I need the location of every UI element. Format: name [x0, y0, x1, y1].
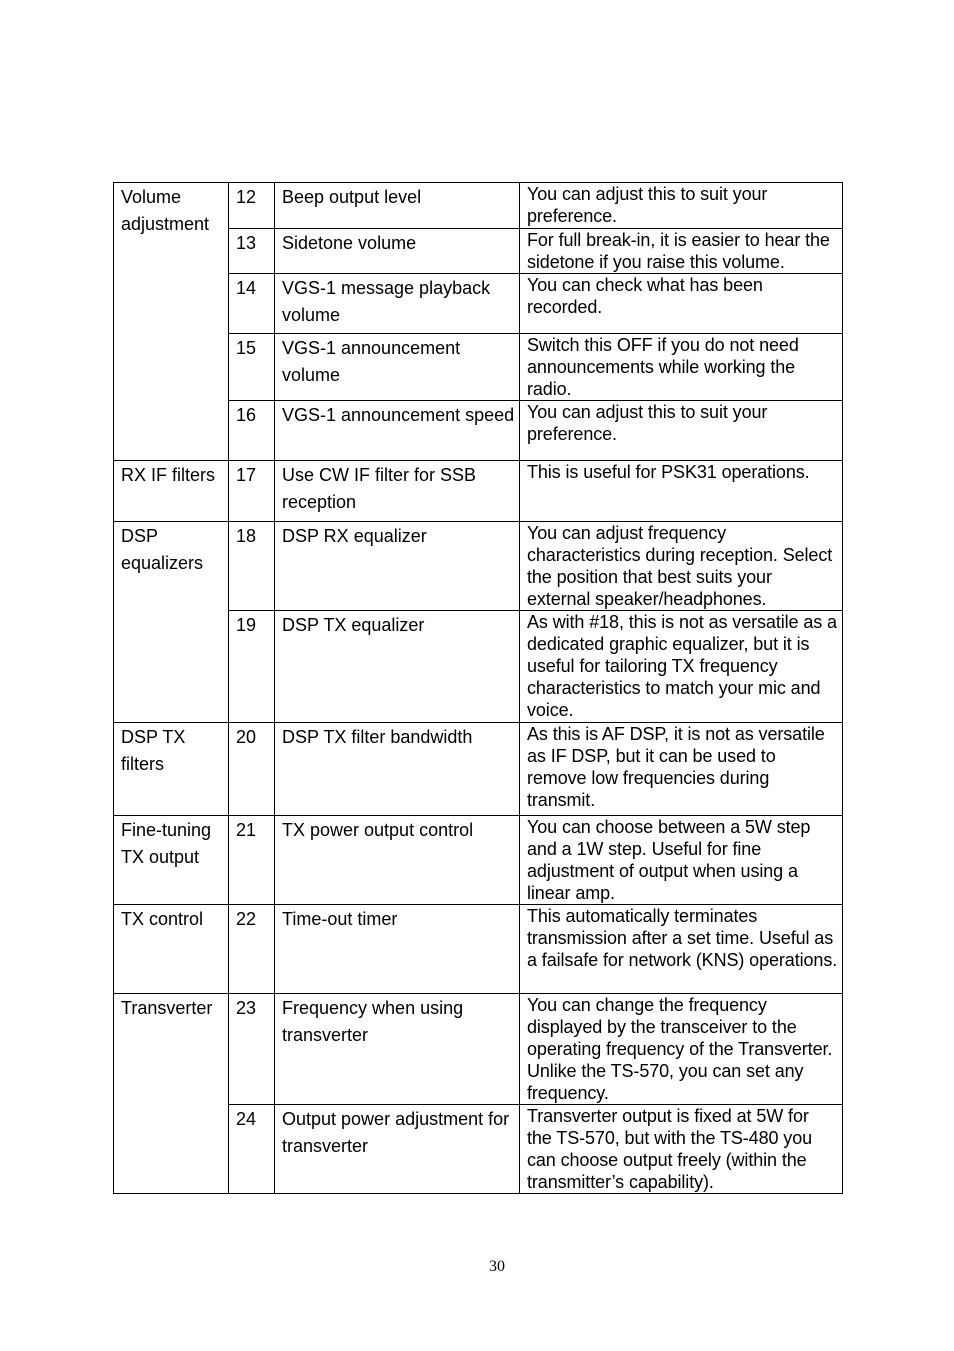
table-row [114, 816, 843, 905]
menu-item-name: Time-out timer [275, 905, 520, 994]
menu-item-description: As with #18, this is not as versatile as a dedicated graphic equalizer, but it is useful for tailoring TX frequency characteristics to match your mic and voice. [520, 611, 843, 723]
menu-item-description: You can check what has been recorded. [520, 274, 843, 334]
table-row [114, 905, 843, 994]
menu-item-name: DSP RX equalizer [275, 522, 520, 611]
category-cell: Volume adjustment [114, 183, 229, 461]
table-row [114, 183, 843, 229]
category-cell: Transverter [114, 994, 229, 1194]
menu-item-name: TX power output control [275, 816, 520, 905]
category-cell: Fine-tuning TX output [114, 816, 229, 905]
menu-item-description: Transverter output is fixed at 5W for the TS-570, but with the TS-480 you can choose output freely (within the transmitter’s capability). [520, 1105, 843, 1194]
menu-number: 17 [229, 461, 275, 522]
menu-item-description: You can adjust this to suit your preference. [520, 401, 843, 461]
menu-number: 12 [229, 183, 275, 229]
category-cell: TX control [114, 905, 229, 994]
category-cell: RX IF filters [114, 461, 229, 522]
menu-item-description: You can adjust frequency characteristics during reception. Select the position that best suits your external speaker/headphones. [520, 522, 843, 611]
menu-settings-table [113, 182, 843, 1194]
menu-item-name: VGS-1 announcement speed [275, 401, 520, 461]
menu-item-description: Switch this OFF if you do not need announcements while working the radio. [520, 334, 843, 401]
menu-item-description: As this is AF DSP, it is not as versatile as IF DSP, but it can be used to remove low frequencies during transmit. [520, 723, 843, 816]
menu-item-name: Output power adjustment for transverter [275, 1105, 520, 1194]
table-row [114, 723, 843, 816]
menu-item-description: You can choose between a 5W step and a 1W step. Useful for fine adjustment of output when using a linear amp. [520, 816, 843, 905]
menu-number: 14 [229, 274, 275, 334]
category-cell: DSP TX filters [114, 723, 229, 816]
menu-item-description: This automatically terminates transmission after a set time. Useful as a failsafe for network (KNS) operations. [520, 905, 843, 994]
menu-number: 20 [229, 723, 275, 816]
menu-item-name: Sidetone volume [275, 229, 520, 274]
menu-number: 15 [229, 334, 275, 401]
page-number: 30 [489, 1258, 505, 1275]
table-row [114, 461, 843, 522]
menu-number: 24 [229, 1105, 275, 1194]
menu-number: 22 [229, 905, 275, 994]
menu-number: 19 [229, 611, 275, 723]
menu-item-name: DSP TX equalizer [275, 611, 520, 723]
menu-item-description: You can change the frequency displayed by the transceiver to the operating frequency of the Transverter. Unlike the TS-570, you can set any frequency. [520, 994, 843, 1105]
menu-item-name: Beep output level [275, 183, 520, 229]
menu-number: 18 [229, 522, 275, 611]
table-row [114, 994, 843, 1105]
table-row [114, 522, 843, 611]
menu-number: 21 [229, 816, 275, 905]
menu-item-description: For full break-in, it is easier to hear the sidetone if you raise this volume. [520, 229, 843, 274]
menu-item-name: VGS-1 message playback volume [275, 274, 520, 334]
menu-item-name: Use CW IF filter for SSB reception [275, 461, 520, 522]
menu-number: 13 [229, 229, 275, 274]
menu-item-name: DSP TX filter bandwidth [275, 723, 520, 816]
menu-number: 16 [229, 401, 275, 461]
menu-item-description: You can adjust this to suit your preference. [520, 183, 843, 229]
menu-item-name: VGS-1 announcement volume [275, 334, 520, 401]
category-cell: DSP equalizers [114, 522, 229, 723]
menu-item-description: This is useful for PSK31 operations. [520, 461, 843, 522]
menu-item-name: Frequency when using transverter [275, 994, 520, 1105]
menu-number: 23 [229, 994, 275, 1105]
